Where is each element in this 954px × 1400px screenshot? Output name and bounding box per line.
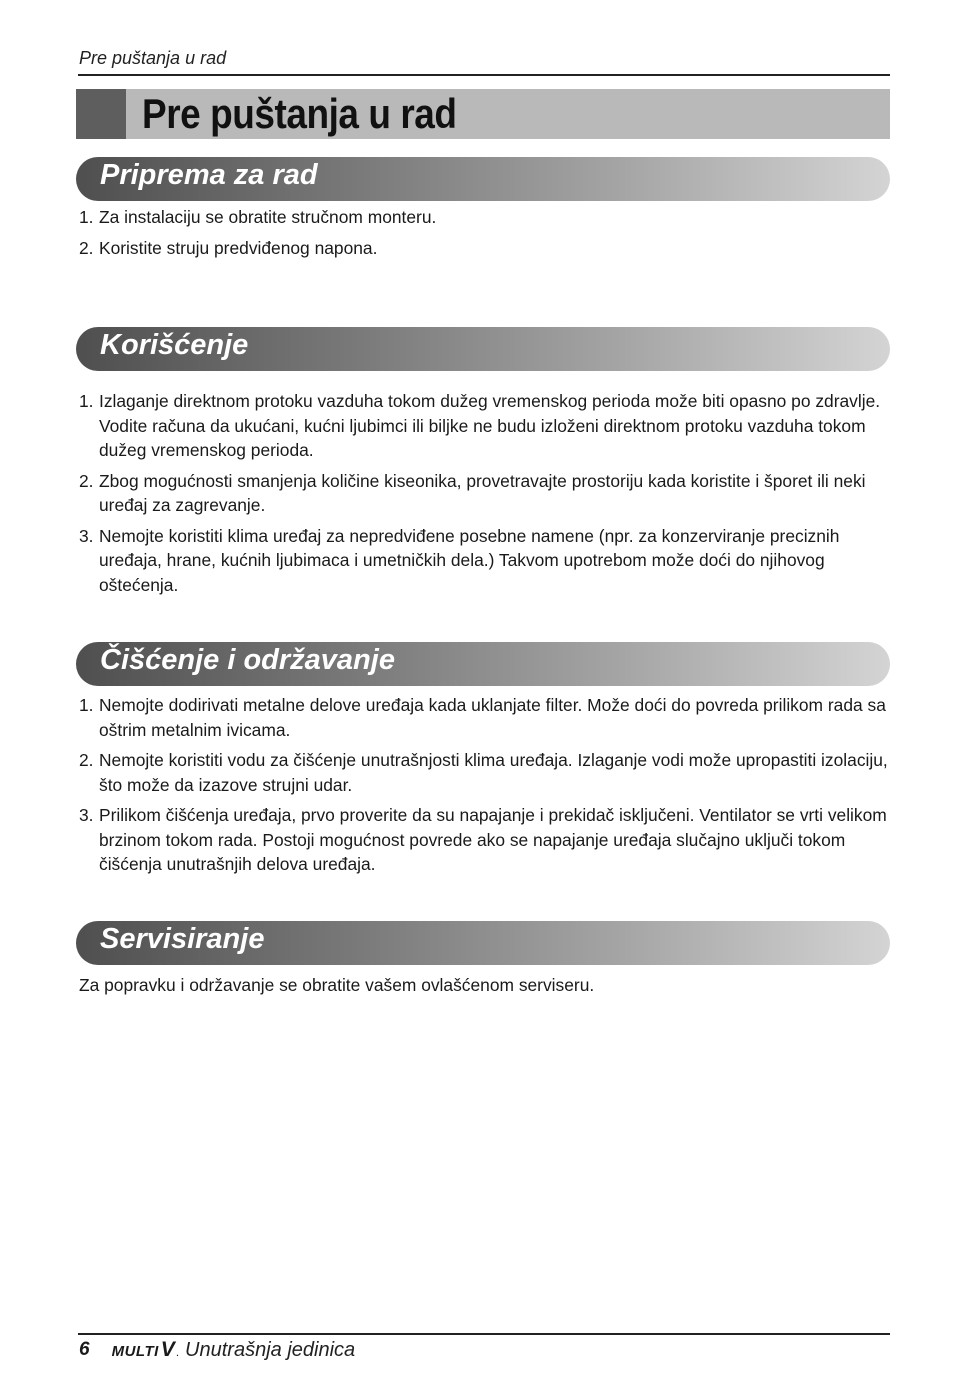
section-heading-text: Čišćenje i održavanje xyxy=(100,644,395,676)
multi-v-logo: MULTI V . xyxy=(111,1338,180,1361)
list-item: 3. Nemojte koristiti klima uređaj za nepredviđene posebne namene (npr. za konzerviranje preciznih uređaja, hrane, kućnih ljubimaca i umetničkih dela.) Takvom upotrebom može doći do njihovog oštećenja. xyxy=(79,525,840,595)
page-title-bar xyxy=(76,89,890,139)
running-header: Pre puštanja u rad xyxy=(79,48,227,68)
section-heading-text: Korišćenje xyxy=(100,329,249,361)
list-item: 1. Izlaganje direktnom protoku vazduha tokom dužeg vremenskog perioda može biti opasno po zdravlje. Vodite računa da ukućani, kućni ljubimci ili biljke ne budu izloženi direktnom protoku vazduha tokom dužeg vremenskog perioda. xyxy=(79,391,881,460)
footer xyxy=(79,1337,355,1363)
list-item: 1. Za instalaciju se obratite stručnom monteru. xyxy=(79,207,437,227)
page-number: 6 xyxy=(79,1339,90,1360)
section-body-priprema xyxy=(79,205,891,266)
list-item: 2. Zbog mogućnosti smanjenja količine kiseonika, provetravajte prostoriju kada koristite i šporet ili neki uređaj za zagrevanje. xyxy=(79,470,866,515)
list-item: 2. Nemojte koristiti vodu za čišćenje unutrašnjosti klima uređaja. Izlaganje vodi može upropastiti izolaciju, što može da izazove strujni udar. xyxy=(79,750,888,795)
section-body-koriscenje xyxy=(79,389,891,603)
section-heading-koriscenje xyxy=(76,327,890,371)
title-accent-block xyxy=(76,89,126,139)
list-item: 2. Koristite struju predviđenog napona. xyxy=(79,237,378,258)
section-body-ciscenje xyxy=(79,693,891,883)
section-heading-ciscenje xyxy=(76,642,890,686)
section-heading-text: Priprema za rad xyxy=(100,159,318,191)
section-heading-text: Servisiranje xyxy=(100,923,265,955)
list-item: 1. Nemojte dodirivati metalne delove uređaja kada uklanjate filter. Može doći do povreda prilikom rada sa oštrim metalnim ivicama. xyxy=(79,695,886,740)
page-title: Pre puštanja u rad xyxy=(142,90,457,137)
document-name: Unutrašnja jedinica xyxy=(185,1338,356,1361)
section-body-servisiranje: Za popravku i održavanje se obratite vašem ovlašćenom serviseru. xyxy=(79,975,595,995)
header-rule xyxy=(78,74,890,76)
section-heading-servisiranje xyxy=(76,921,890,965)
footer-rule xyxy=(78,1333,890,1335)
list-item: 3. Prilikom čišćenja uređaja, prvo proverite da su napajanje i prekidač isključeni. Ventilator se vrti velikom brzinom tokom rada. Postoji mogućnost povrede ako se napajanje uređaja slučajno uključi tokom čišćenja unutrašnjih delova uređaja. xyxy=(79,805,887,874)
section-heading-priprema xyxy=(76,157,890,201)
